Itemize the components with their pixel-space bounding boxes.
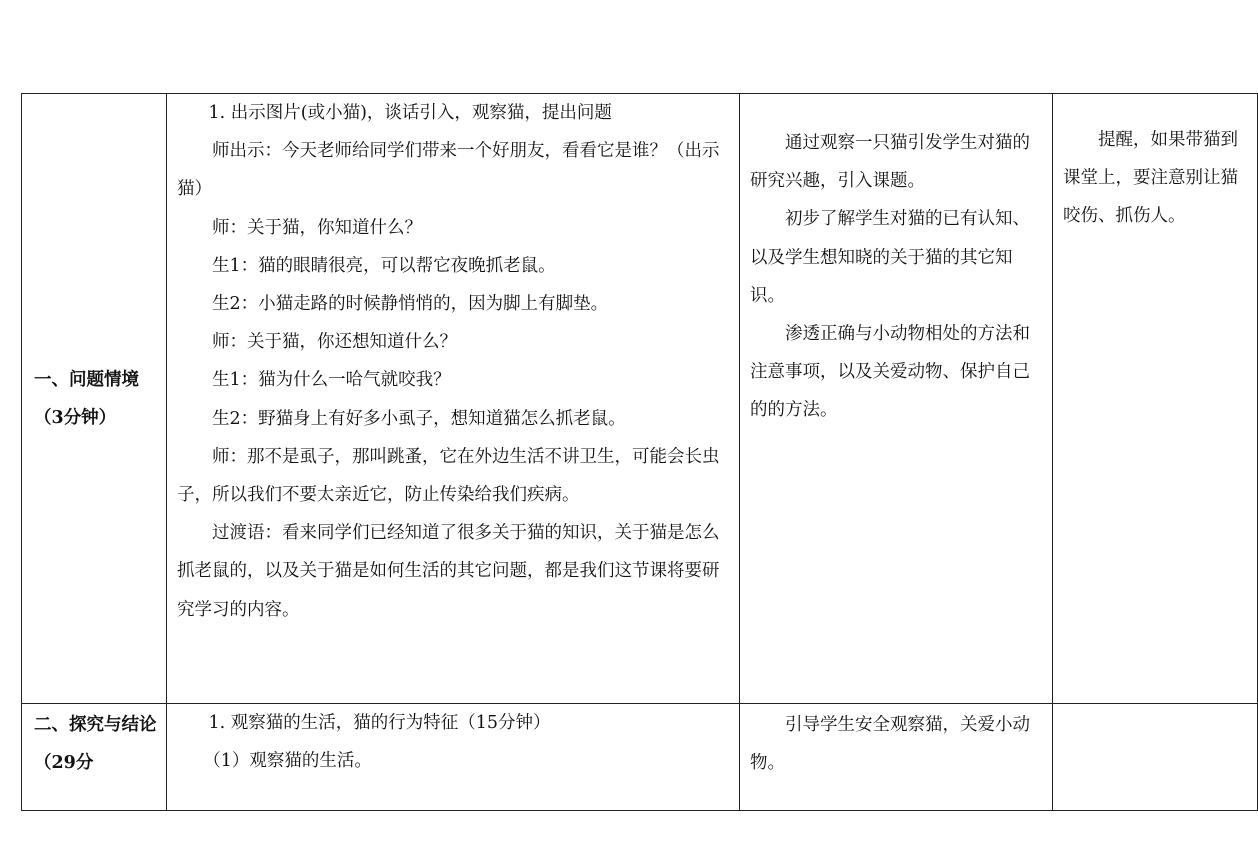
content-cell: [167, 94, 740, 704]
content-paragraph: 生1：猫为什么一哈气就咬我？: [212, 370, 451, 391]
content-paragraph: 生2：野猫身上有好多小虱子，想知道猫怎么抓老鼠。: [212, 408, 626, 429]
content-paragraph: 1. 出示图片(或小猫)，谈话引入，观察猫，提出问题: [208, 103, 612, 123]
stage-cell: 一、问题情境（3分钟）: [22, 94, 167, 704]
content-paragraph: 生1：猫的眼睛很亮，可以帮它夜晚抓老鼠。: [212, 255, 556, 276]
content-cell: [167, 704, 740, 811]
purpose-cell: [740, 704, 1053, 811]
content-paragraph: 师出示：今天老师给同学们带来一个好朋友，看看它是谁？（出示猫）: [177, 141, 720, 200]
content-paragraph: （1）观察猫的生活。: [203, 751, 372, 771]
purpose-paragraph: 渗透正确与小动物相处的方法和注意事项，以及关爱动物、保护自己的的方法。: [750, 324, 1030, 421]
note-paragraph: 提醒，如果带猫到课堂上，要注意别让猫咬伤、抓伤人。: [1063, 130, 1238, 227]
stage-cell: 二、探究与结论（29分: [22, 704, 167, 811]
content-paragraph: 1. 观察猫的生活，猫的行为特征（15分钟）: [208, 713, 551, 733]
content-paragraph: 师：那不是虱子，那叫跳蚤，它在外边生活不讲卫生，可能会长虫子，所以我们不要太亲近它，防止传染给我们疾病。: [177, 446, 720, 506]
content-paragraph: 师：关于猫，你还想知道什么？: [212, 332, 457, 353]
purpose-cell: [740, 94, 1053, 704]
content-paragraph: 师：关于猫，你知道什么？: [212, 217, 422, 238]
purpose-paragraph: 通过观察一只猫引发学生对猫的研究兴趣，引入课题。: [750, 133, 1030, 192]
purpose-paragraph: 初步了解学生对猫的已有认知、以及学生想知晓的关于猫的其它知识。: [750, 209, 1030, 306]
lesson-plan-table: [21, 93, 1258, 811]
content-paragraph: 过渡语：看来同学们已经知道了很多关于猫的知识，关于猫是怎么抓老鼠的，以及关于猫是如何生活的其它问题，都是我们这节课将要研究学习的内容。: [177, 523, 720, 620]
note-cell: [1053, 704, 1258, 811]
note-cell: [1053, 94, 1258, 704]
purpose-paragraph: 引导学生安全观察猫，关爱小动物。: [750, 715, 1030, 774]
content-paragraph: 生2：小猫走路的时候静悄悄的，因为脚上有脚垫。: [212, 294, 609, 315]
table-row: [22, 704, 1258, 811]
table-row: [22, 94, 1258, 704]
